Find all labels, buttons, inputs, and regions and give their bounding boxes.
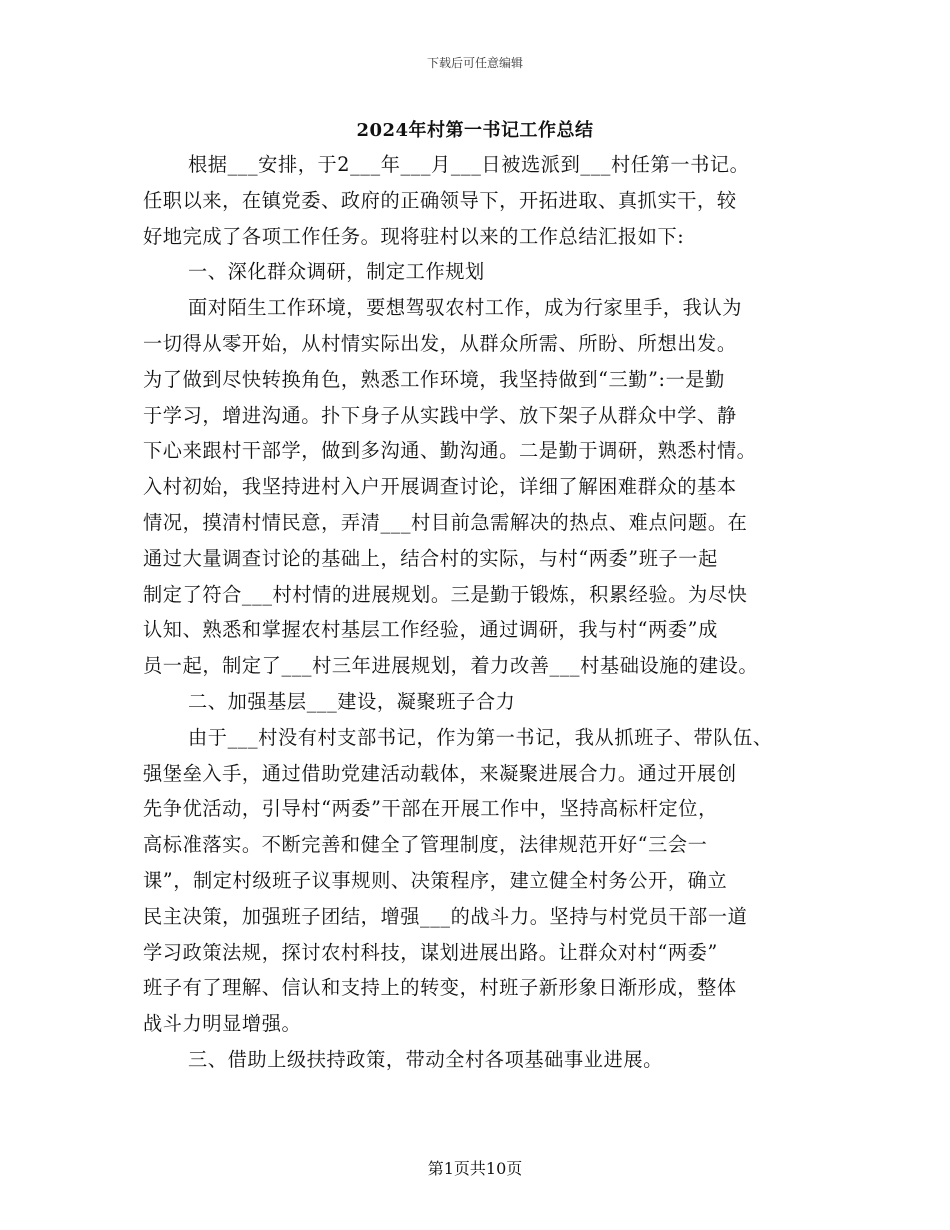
page-footer: 第1页共10页 [427, 1159, 523, 1178]
body-line: 制定了符合___村村情的进展规划。三是勤于锻炼，积累经验。为尽快 [143, 582, 748, 606]
body-line: 情况，摸清村情民意，弄清___村目前急需解决的热点、难点问题。在 [143, 510, 748, 534]
body-line: 为了做到尽快转换角色，熟悉工作环境，我坚持做到“三勤”:一是勤 [143, 367, 725, 391]
body-line: 一、深化群众调研，制定工作规划 [188, 260, 485, 284]
body-line: 下心来跟村干部学，做到多沟通、勤沟通。二是勤于调研，熟悉村情。 [143, 439, 757, 463]
body-line: 面对陌生工作环境，要想驾驭农村工作，成为行家里手，我认为 [188, 296, 743, 320]
body-line: 根据___安排，于2___年___月___日被选派到___村任第一书记。 [188, 153, 750, 176]
body-line: 课”，制定村级班子议事规则、决策程序，建立健全村务公开，确立 [143, 868, 728, 892]
body-line: 一切得从零开始，从村情实际出发，从群众所需、所盼、所想出发。 [143, 331, 737, 355]
body-line: 学习政策法规，探讨农村科技，谋划进展出路。让群众对村“两委” [143, 940, 718, 964]
body-line: 员一起，制定了___村三年进展规划，着力改善___村基础设施的建设。 [143, 654, 759, 678]
body-line: 好地完成了各项工作任务。现将驻村以来的工作总结汇报如下: [143, 224, 685, 248]
body-line: 于学习，增进沟通。扑下身子从实践中学、放下架子从群众中学、静 [143, 403, 737, 427]
body-line: 强堡垒入手，通过借助党建活动载体，来凝聚进展合力。通过开展创 [143, 761, 737, 785]
body-line: 任职以来，在镇党委、政府的正确领导下，开拓进取、真抓实干，较 [143, 188, 737, 212]
document-body [143, 147, 833, 1078]
body-line: 高标准落实。不断完善和健全了管理制度，法律规范开好“三会一 [143, 833, 708, 857]
body-line: 通过大量调查讨论的基础上，结合村的实际，与村“两委”班子一起 [143, 546, 718, 570]
header-note: 下载后可任意编辑 [426, 56, 523, 70]
body-line: 班子有了理解、信认和支持上的转变，村班子新形象日渐形成，整体 [143, 976, 737, 1000]
body-line: 由于___村没有村支部书记，作为第一书记，我从抓班子、带队伍、 [188, 725, 773, 749]
body-line: 入村初始，我坚持进村入户开展调查讨论，详细了解困难群众的基本 [143, 475, 737, 499]
body-line: 二、加强基层___建设，凝聚班子合力 [188, 689, 516, 713]
body-line: 民主决策，加强班子团结，增强___的战斗力。坚持与村党员干部一道 [143, 904, 748, 928]
body-line: 认知、熟悉和掌握农村基层工作经验，通过调研，我与村“两委”成 [143, 618, 718, 642]
body-line: 先争优活动，引导村“两委”干部在开展工作中，坚持高标杆定位， [143, 797, 718, 821]
body-line: 三、借助上级扶持政策，带动全村各项基础事业进展。 [188, 1047, 663, 1071]
document-title: 2024年村第一书记工作总结 [356, 120, 594, 141]
body-line: 战斗力明显增强。 [143, 1012, 302, 1036]
